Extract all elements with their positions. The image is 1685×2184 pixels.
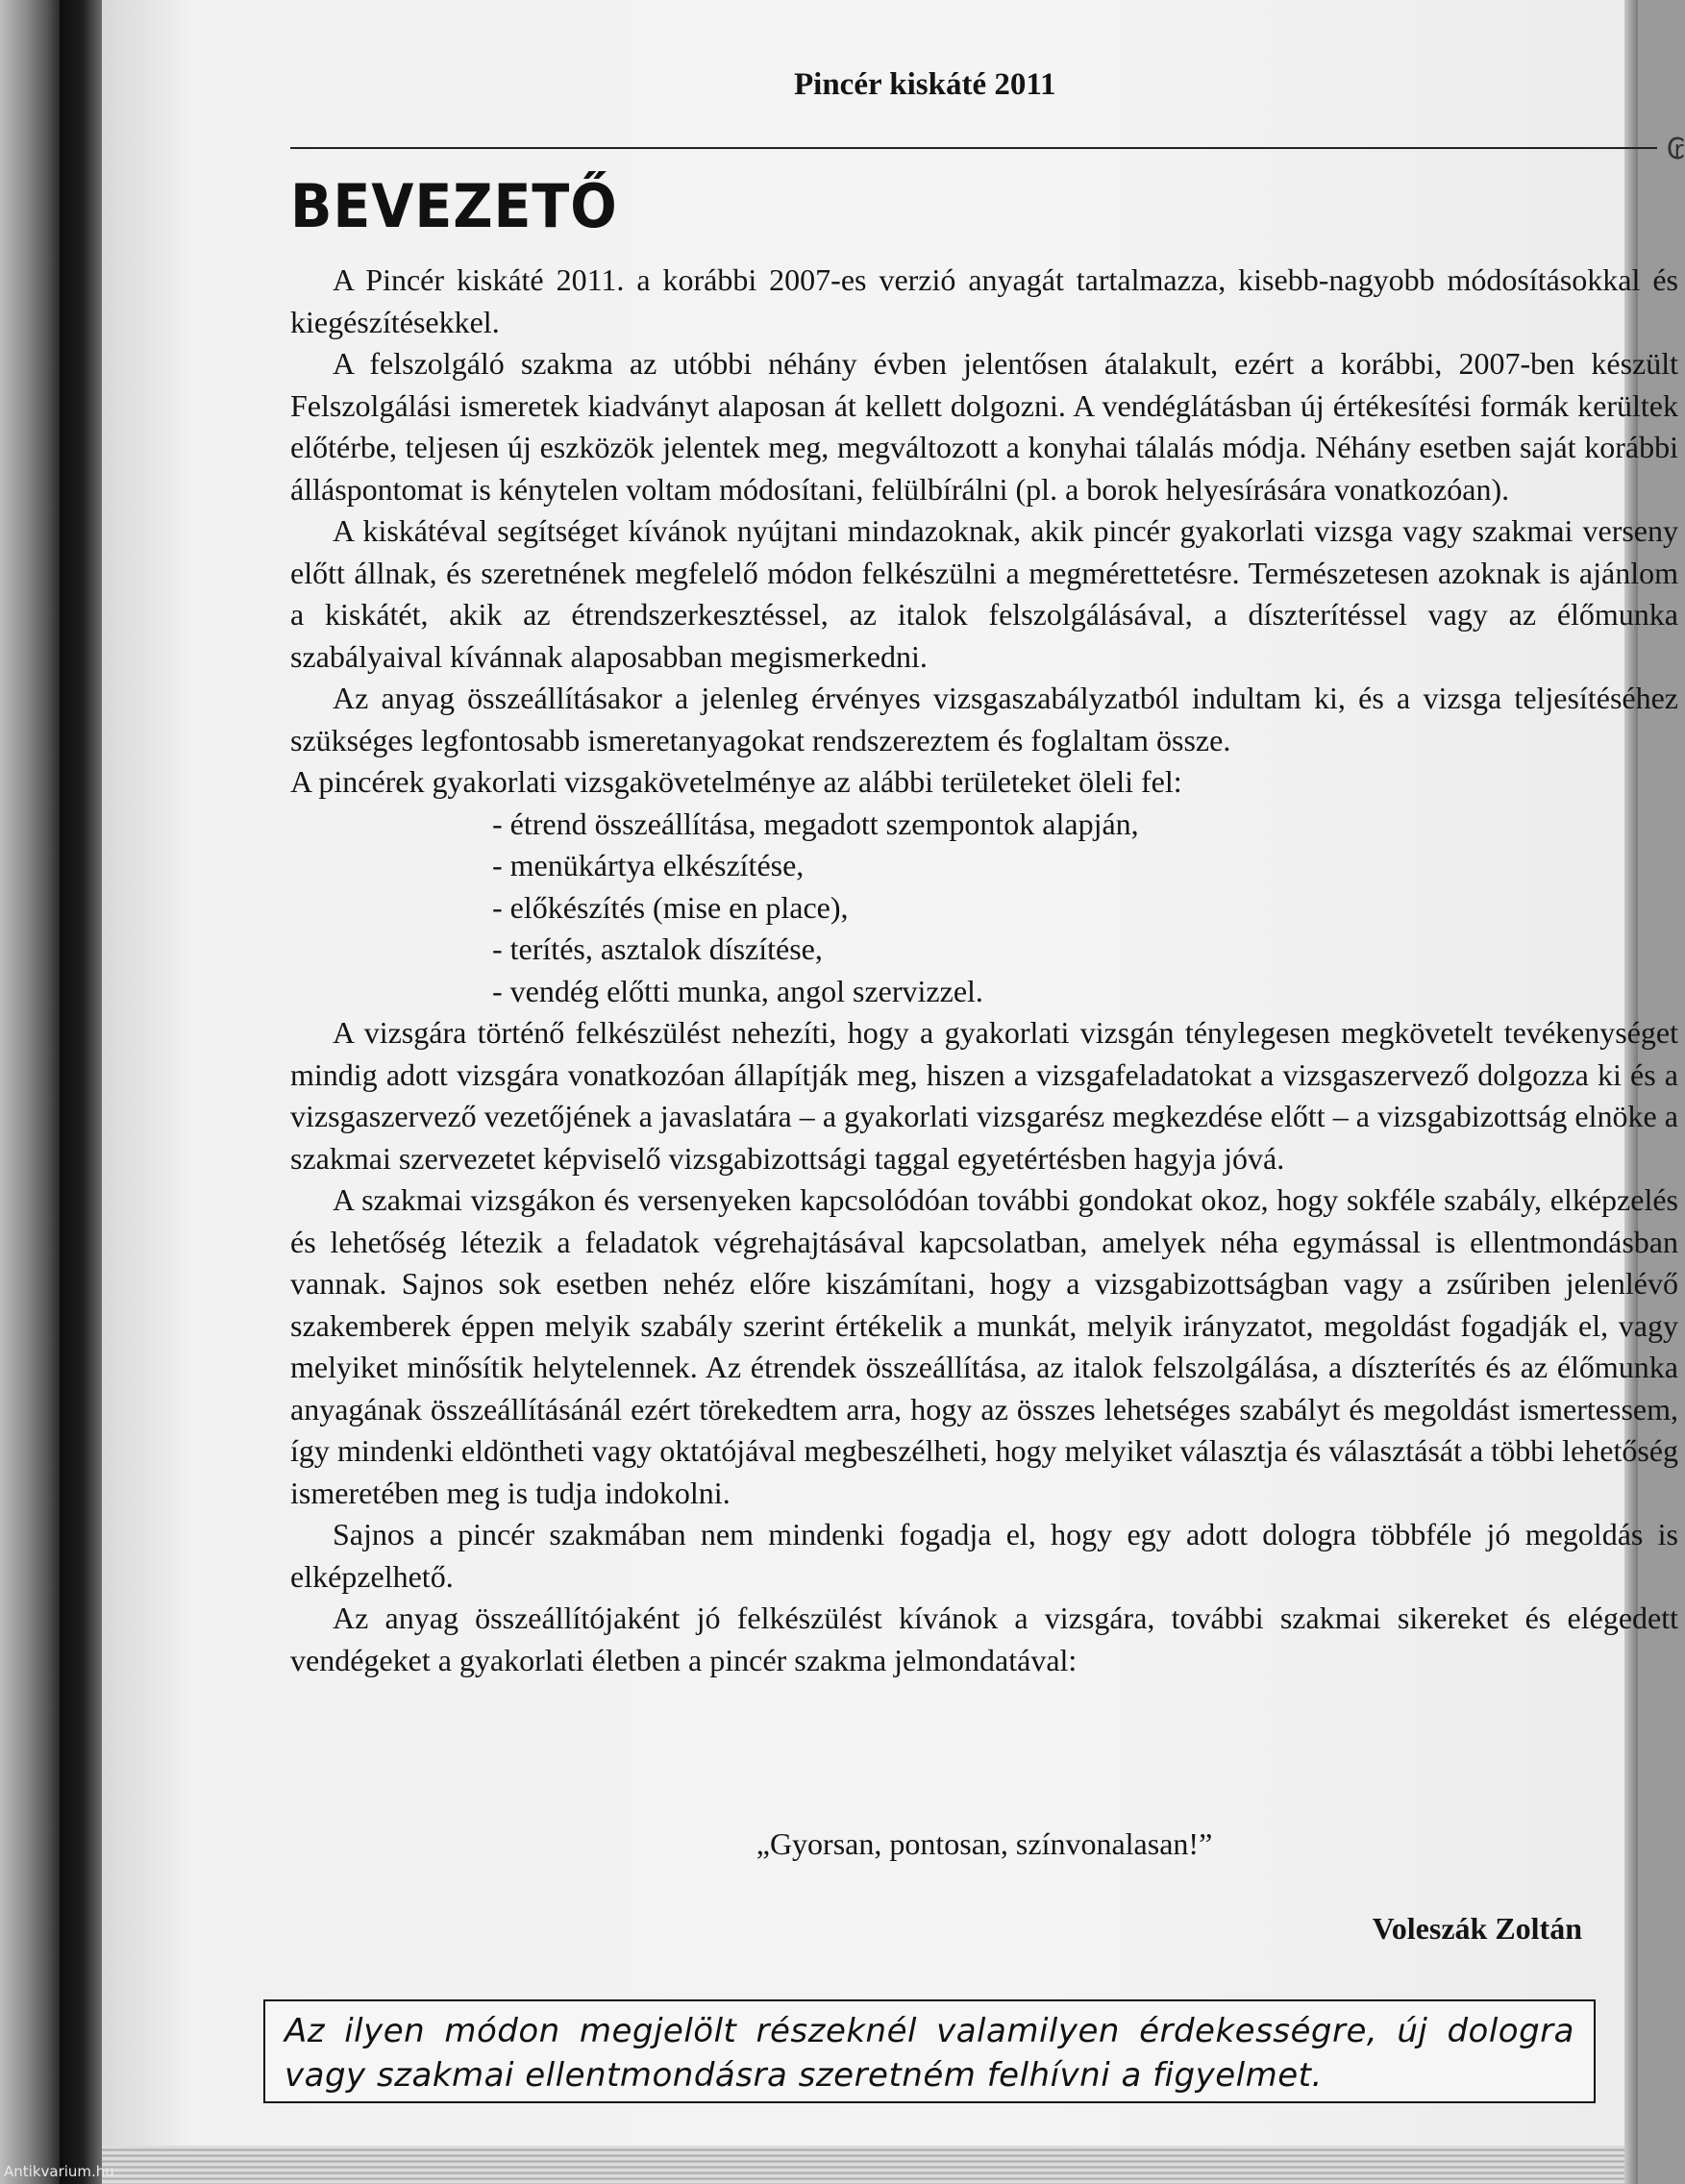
paragraph: Az anyag összeállítójaként jó felkészülést kívánok a vizsgára, további szakmai sikereket és elégedett vendégeket a gyakorlati életben a pincér szakma jelmondatával: [290, 1601, 1678, 1677]
paragraph: A vizsgára történő felkészülést nehezíti, hogy a gyakorlati vizsgán ténylegesen megkövetelt tevékenységet mindig adott vizsgára vonatkozóan állapítják meg, hiszen a vizsgafeladatokat a vizsgaszervező dolgozza ki és a vizsgaszervező vezetőjének a javaslatára – a gyakorlati vizsgarész megkezdése előtt – a vizsgabizottság elnöke a szakmai szervezetet képviselő vizsgabizottsági taggal egyetértésben hagyja jóvá. [290, 1015, 1678, 1176]
section-heading: BEVEZETŐ [290, 171, 618, 241]
body-text [290, 260, 1678, 1681]
list-item: - menükártya elkészítése, [492, 845, 1678, 887]
paragraph: Az anyag összeállításakor a jelenleg érvényes vizsgaszabályzatból indultam ki, és a vizsga teljesítéséhez szükséges legfontosabb ismeretanyagokat rendszereztem és foglaltam össze. [290, 681, 1678, 757]
note-box: Az ilyen módon megjelölt részeknél valamilyen érdekességre, új dologra vagy szakmai ellentmondásra szeretném felhívni a figyelmet. [263, 1999, 1596, 2103]
list-item: - vendég előtti munka, angol szervizzel. [492, 971, 1678, 1013]
requirements-list [290, 804, 1678, 1013]
paragraph: A Pincér kiskáté 2011. a korábbi 2007-es verzió anyagát tartalmazza, kisebb-nagyobb módosításokkal és kiegészítésekkel. [290, 262, 1678, 339]
paragraph: A felszolgáló szakma az utóbbi néhány évben jelentősen átalakult, ezért a korábbi, 2007-ben készült Felszolgálási ismeretek kiadványt alaposan át kellett dolgozni. A vendéglátásban új értékesítési formák kerültek előtérbe, teljesen új eszközök jelentek meg, megváltozott a konyhai tálalás módja. Néhány esetben saját korábbi álláspontomat is kénytelen voltam módosítani, felülbírálni (pl. a borok helyesírására vonatkozóan). [290, 346, 1678, 507]
paragraph: A pincérek gyakorlati vizsgakövetelménye az alábbi területeket öleli fel: [290, 764, 1182, 799]
book-page [102, 0, 1685, 2146]
paragraph: A szakmai vizsgákon és versenyeken kapcsolódóan további gondokat okoz, hogy sokféle szabály, elképzelés és lehetőség létezik a feladatok végrehajtásával kapcsolatban, amelyek néha egymással is ellentmondásban vannak. Sajnos sok esetben nehéz előre kiszámítani, hogy a vizsgabizottságban vagy a zsűriben jelenlévő szakemberek éppen melyik szabály szerint értékelik a munkát, melyik irányzatot, megoldást fogadják el, vagy melyiket minősítik helytelennek. Az étrendek összeállítása, az italok felszolgálása, a díszterítés és az élőmunka anyagának összeállításánál ezért törekedtem arra, hogy az összes lehetséges szabályt és megoldást ismertessem, így mindenki eldöntheti vagy oktatójával megbeszélheti, hogy melyiket választja és választását a többi lehetőség ismeretében meg is tudja indokolni. [290, 1182, 1678, 1510]
list-item: - terítés, asztalok díszítése, [492, 929, 1678, 971]
list-item: - előkészítés (mise en place), [492, 887, 1678, 930]
book-spine-shadow [0, 0, 60, 2184]
running-header: Pincér kiskáté 2011 [794, 67, 1056, 102]
header-rule [290, 147, 1657, 149]
paragraph: A kiskátéval segítséget kívánok nyújtani mindazoknak, akik pincér gyakorlati vizsga vagy szakmai verseny előtt állnak, és szeretnének megfelelő módon felkészülni a megmérettetésre. Természetesen azoknak is ajánlom a kiskátét, akik az étrendszerkesztéssel, az italok felszolgálásával, a díszterítéssel vagy az élőmunka szabályaival kívánnak alaposabban megismerkedni. [290, 513, 1678, 674]
author-signature: Voleszák Zoltán [1372, 1911, 1582, 1946]
paragraph: Sajnos a pincér szakmában nem mindenki fogadja el, hogy egy adott dologra többféle jó megoldás is elképzelhető. [290, 1517, 1678, 1594]
list-item: - étrend összeállítása, megadott szempontok alapján, [492, 804, 1678, 846]
page-stack-bottom [102, 2146, 1624, 2184]
corner-mark-icon: ₢ [1667, 133, 1685, 166]
motto-quote: „Gyorsan, pontosan, színvonalasan!” [756, 1826, 1213, 1861]
book-gutter [60, 0, 102, 2184]
watermark: Antikvarium.hu [4, 2163, 114, 2180]
